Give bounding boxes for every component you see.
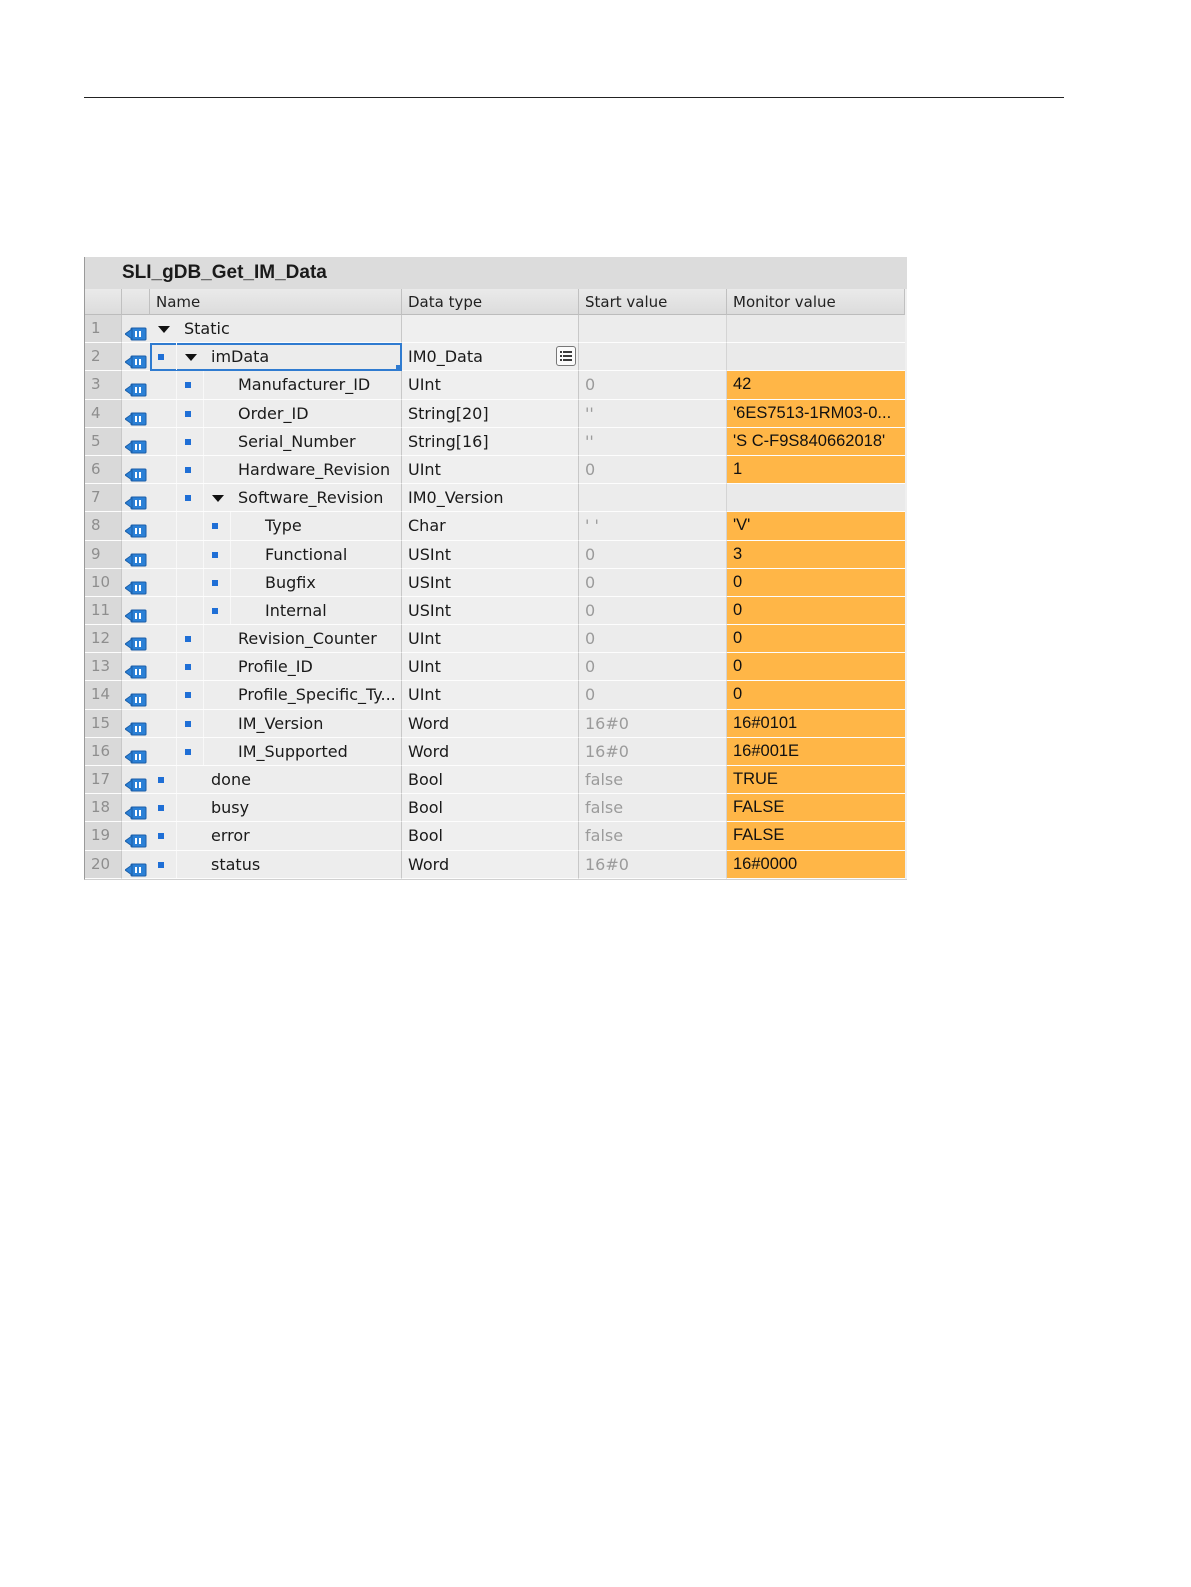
start-value-cell[interactable]: 0: [579, 597, 727, 625]
data-type-cell[interactable]: [402, 512, 579, 540]
nesting-guide: [176, 738, 177, 765]
start-value-cell[interactable]: '': [579, 400, 727, 428]
member-square-icon: [212, 608, 218, 614]
data-type-cell[interactable]: [402, 766, 579, 794]
interface-static-icon: [125, 435, 147, 449]
table-row[interactable]: [85, 400, 907, 428]
header-icon-col: [122, 289, 150, 315]
row-number: 20: [85, 851, 122, 879]
nesting-guide: [176, 794, 177, 821]
row-number: 10: [85, 569, 122, 597]
selection-handle[interactable]: [396, 365, 401, 370]
start-value-cell[interactable]: 0: [579, 681, 727, 709]
name-cell[interactable]: [150, 512, 402, 540]
row-icon-cell[interactable]: [122, 569, 150, 597]
name-label: error: [211, 826, 250, 846]
row-number: 5: [85, 428, 122, 456]
interface-static-icon: [125, 548, 147, 562]
monitor-value-cell: FALSE: [727, 794, 905, 822]
member-square-icon: [185, 495, 191, 501]
data-type-label: UInt: [408, 657, 441, 677]
data-type-cell[interactable]: [402, 681, 579, 709]
table-row[interactable]: [85, 794, 907, 822]
monitor-value-cell: 'S C-F9S840662018': [727, 428, 905, 456]
row-number: 17: [85, 766, 122, 794]
nesting-guide: [230, 597, 231, 624]
nesting-guide: [176, 371, 177, 398]
table-row[interactable]: [85, 710, 907, 738]
row-icon-cell[interactable]: [122, 371, 150, 399]
interface-static-icon: [125, 463, 147, 477]
start-value-cell[interactable]: false: [579, 822, 727, 850]
table-row[interactable]: [85, 456, 907, 484]
member-square-icon: [185, 439, 191, 445]
start-value-cell[interactable]: [579, 484, 727, 512]
name-cell[interactable]: [150, 822, 402, 850]
data-type-label: Word: [408, 741, 450, 761]
type-list-button[interactable]: [556, 346, 576, 366]
row-number: 2: [85, 343, 122, 371]
data-type-cell[interactable]: [402, 428, 579, 456]
row-number: 8: [85, 512, 122, 540]
start-value-cell[interactable]: 0: [579, 625, 727, 653]
row-icon-cell[interactable]: [122, 625, 150, 653]
header-row-number: [85, 289, 122, 315]
monitor-value-cell: [727, 343, 905, 371]
table-row[interactable]: [85, 597, 907, 625]
name-label: imData: [211, 347, 270, 367]
data-type-label: Char: [408, 516, 446, 536]
monitor-value-cell: 42: [727, 371, 905, 399]
row-icon-cell[interactable]: [122, 681, 150, 709]
member-square-icon: [212, 552, 218, 558]
nesting-guide: [203, 681, 204, 708]
db-editor: [84, 257, 907, 880]
monitor-value-cell: FALSE: [727, 822, 905, 850]
data-type-label: Word: [408, 713, 450, 733]
data-type-cell[interactable]: [402, 710, 579, 738]
nesting-guide: [176, 512, 177, 539]
row-number: 4: [85, 400, 122, 428]
nesting-guide: [203, 400, 204, 427]
row-icon-cell[interactable]: [122, 738, 150, 766]
name-cell[interactable]: [150, 428, 402, 456]
member-square-icon: [185, 382, 191, 388]
row-icon-cell[interactable]: [122, 597, 150, 625]
row-number: 16: [85, 738, 122, 766]
interface-static-icon: [125, 829, 147, 843]
data-type-label: IM0_Data: [408, 347, 483, 367]
row-number: 14: [85, 681, 122, 709]
row-number: 18: [85, 794, 122, 822]
interface-static-icon: [125, 519, 147, 533]
table-row[interactable]: [85, 428, 907, 456]
monitor-value-cell: TRUE: [727, 766, 905, 794]
member-square-icon: [185, 692, 191, 698]
row-number: 13: [85, 653, 122, 681]
row-icon-cell[interactable]: [122, 400, 150, 428]
member-square-icon: [158, 805, 164, 811]
row-icon-cell[interactable]: [122, 766, 150, 794]
nesting-guide: [176, 569, 177, 596]
name-label: Profile_ID: [238, 657, 313, 677]
nesting-guide: [176, 710, 177, 737]
data-type-label: USInt: [408, 600, 451, 620]
nesting-guide: [230, 541, 231, 568]
monitor-value-cell: 0: [727, 569, 905, 597]
start-value-cell[interactable]: 16#0: [579, 710, 727, 738]
start-value-cell[interactable]: ' ': [579, 512, 727, 540]
nesting-guide: [203, 484, 204, 511]
monitor-value-cell: 0: [727, 597, 905, 625]
interface-static-icon: [125, 745, 147, 759]
row-icon-cell[interactable]: [122, 653, 150, 681]
nesting-guide: [176, 822, 177, 849]
data-type-cell[interactable]: [402, 484, 579, 512]
monitor-value-cell: '6ES7513-1RM03-0...: [727, 400, 905, 428]
nesting-guide: [203, 456, 204, 483]
data-type-label: UInt: [408, 375, 441, 395]
interface-static-icon: [125, 773, 147, 787]
data-type-label: UInt: [408, 629, 441, 649]
interface-static-icon: [125, 660, 147, 674]
expand-triangle-icon[interactable]: [212, 495, 224, 502]
header-name[interactable]: Name: [150, 289, 402, 315]
name-cell[interactable]: [150, 710, 402, 738]
row-icon-cell[interactable]: [122, 428, 150, 456]
interface-static-icon: [125, 491, 147, 505]
row-number: 12: [85, 625, 122, 653]
table-row[interactable]: [85, 371, 907, 399]
monitor-value-cell: 16#0000: [727, 851, 905, 879]
start-value-cell[interactable]: [579, 343, 727, 371]
member-square-icon: [158, 777, 164, 783]
interface-static-icon: [125, 632, 147, 646]
start-value-cell[interactable]: '': [579, 428, 727, 456]
row-icon-cell[interactable]: [122, 851, 150, 879]
member-square-icon: [158, 862, 164, 868]
nesting-guide: [176, 597, 177, 624]
table-row[interactable]: [85, 766, 907, 794]
table-row[interactable]: [85, 541, 907, 569]
data-type-cell[interactable]: [402, 597, 579, 625]
data-type-label: Word: [408, 854, 450, 874]
name-label: Revision_Counter: [238, 629, 377, 649]
data-type-cell[interactable]: [402, 343, 579, 371]
start-value-cell[interactable]: 0: [579, 653, 727, 681]
start-value-cell[interactable]: 0: [579, 569, 727, 597]
table-row[interactable]: [85, 738, 907, 766]
name-cell[interactable]: [150, 484, 402, 512]
data-type-cell[interactable]: [402, 625, 579, 653]
nesting-guide: [203, 428, 204, 455]
db-title: SLI_gDB_Get_IM_Data: [85, 257, 907, 289]
row-number: 15: [85, 710, 122, 738]
start-value-cell[interactable]: 0: [579, 541, 727, 569]
data-type-cell[interactable]: [402, 738, 579, 766]
data-type-cell[interactable]: [402, 653, 579, 681]
name-cell[interactable]: [150, 851, 402, 879]
name-label: Type: [265, 516, 302, 536]
data-type-label: USInt: [408, 572, 451, 592]
start-value-cell[interactable]: 16#0: [579, 738, 727, 766]
row-number: 6: [85, 456, 122, 484]
name-cell[interactable]: [150, 794, 402, 822]
data-type-cell[interactable]: [402, 851, 579, 879]
nesting-guide: [176, 766, 177, 793]
row-icon-cell[interactable]: [122, 794, 150, 822]
nesting-guide: [176, 541, 177, 568]
name-label: busy: [211, 798, 250, 818]
name-label: Manufacturer_ID: [238, 375, 371, 395]
member-square-icon: [185, 749, 191, 755]
name-cell[interactable]: [150, 681, 402, 709]
data-type-cell[interactable]: [402, 569, 579, 597]
table-row[interactable]: [85, 681, 907, 709]
name-label: Internal: [265, 600, 327, 620]
nesting-guide: [203, 653, 204, 680]
name-label: status: [211, 854, 261, 874]
name-label: Bugfix: [265, 572, 316, 592]
table-body: [85, 315, 907, 879]
member-square-icon: [185, 467, 191, 473]
name-label: Functional: [265, 544, 348, 564]
expand-triangle-icon[interactable]: [158, 326, 170, 333]
nesting-guide: [203, 371, 204, 398]
member-square-icon: [158, 833, 164, 839]
interface-static-icon: [125, 378, 147, 392]
member-square-icon: [185, 636, 191, 642]
nesting-guide: [176, 681, 177, 708]
row-icon-cell[interactable]: [122, 822, 150, 850]
name-cell[interactable]: [150, 738, 402, 766]
row-icon-cell[interactable]: [122, 512, 150, 540]
member-square-icon: [185, 664, 191, 670]
interface-static-icon: [125, 858, 147, 872]
row-icon-cell[interactable]: [122, 315, 150, 343]
expand-triangle-icon[interactable]: [185, 354, 197, 361]
data-type-label: USInt: [408, 544, 451, 564]
list-icon: [560, 350, 572, 362]
name-cell[interactable]: [150, 456, 402, 484]
name-label: Serial_Number: [238, 431, 356, 451]
name-cell[interactable]: [150, 597, 402, 625]
name-cell[interactable]: [150, 653, 402, 681]
name-label: Static: [184, 319, 230, 338]
nesting-guide: [203, 569, 204, 596]
start-value-cell[interactable]: false: [579, 766, 727, 794]
monitor-value-cell: 3: [727, 541, 905, 569]
monitor-value-cell: 0: [727, 625, 905, 653]
member-square-icon: [185, 721, 191, 727]
start-value-cell[interactable]: false: [579, 794, 727, 822]
name-label: Order_ID: [238, 403, 309, 423]
start-value-cell[interactable]: 16#0: [579, 851, 727, 879]
data-type-cell[interactable]: [402, 400, 579, 428]
table-row[interactable]: [85, 625, 907, 653]
interface-static-icon: [125, 407, 147, 421]
nesting-guide: [230, 512, 231, 539]
nesting-guide: [176, 428, 177, 455]
header-start-value[interactable]: Start value: [579, 289, 727, 315]
nesting-guide: [203, 738, 204, 765]
name-label: Hardware_Revision: [238, 459, 391, 479]
row-icon-cell[interactable]: [122, 541, 150, 569]
data-type-cell[interactable]: [402, 456, 579, 484]
name-cell[interactable]: [150, 315, 402, 343]
data-type-label: Bool: [408, 798, 443, 818]
monitor-value-cell: [727, 315, 905, 343]
table-header: [85, 289, 907, 315]
table-row[interactable]: [85, 484, 907, 512]
row-number: 1: [85, 315, 122, 343]
name-label: Software_Revision: [238, 488, 384, 508]
name-cell[interactable]: [150, 400, 402, 428]
page-top-rule: [84, 97, 1064, 98]
interface-static-icon: [125, 350, 147, 364]
nesting-guide: [203, 625, 204, 652]
header-monitor-value[interactable]: Monitor value: [727, 289, 905, 315]
monitor-value-cell: 1: [727, 456, 905, 484]
monitor-value-cell: 'V': [727, 512, 905, 540]
member-square-icon: [158, 354, 164, 360]
table-row[interactable]: [85, 512, 907, 540]
nesting-guide: [176, 343, 177, 370]
interface-static-icon: [125, 604, 147, 618]
monitor-value-cell: 0: [727, 653, 905, 681]
nesting-guide: [176, 484, 177, 511]
interface-static-icon: [125, 688, 147, 702]
name-cell[interactable]: [150, 343, 402, 371]
name-label: Profile_Specific_Ty...: [238, 685, 396, 705]
monitor-value-cell: 16#0101: [727, 710, 905, 738]
data-type-label: String[20]: [408, 403, 489, 423]
member-square-icon: [212, 580, 218, 586]
nesting-guide: [230, 569, 231, 596]
row-number: 9: [85, 541, 122, 569]
table-row[interactable]: [85, 822, 907, 850]
nesting-guide: [203, 512, 204, 539]
nesting-guide: [203, 597, 204, 624]
data-type-label: UInt: [408, 685, 441, 705]
nesting-guide: [203, 710, 204, 737]
data-type-cell[interactable]: [402, 822, 579, 850]
name-label: IM_Supported: [238, 741, 348, 761]
table-row[interactable]: [85, 653, 907, 681]
row-icon-cell[interactable]: [122, 484, 150, 512]
data-type-label: UInt: [408, 459, 441, 479]
data-type-cell[interactable]: [402, 541, 579, 569]
start-value-cell[interactable]: 0: [579, 456, 727, 484]
table-row[interactable]: [85, 315, 907, 343]
monitor-value-cell: 16#001E: [727, 738, 905, 766]
data-type-cell[interactable]: [402, 371, 579, 399]
table-row[interactable]: [85, 851, 907, 879]
data-type-cell[interactable]: [402, 315, 579, 343]
data-type-label: IM0_Version: [408, 488, 504, 508]
nesting-guide: [176, 625, 177, 652]
row-number: 7: [85, 484, 122, 512]
row-number: 3: [85, 371, 122, 399]
data-type-cell[interactable]: [402, 794, 579, 822]
nesting-guide: [176, 653, 177, 680]
interface-static-icon: [125, 717, 147, 731]
row-icon-cell[interactable]: [122, 343, 150, 371]
row-number: 11: [85, 597, 122, 625]
nesting-guide: [203, 541, 204, 568]
name-cell[interactable]: [150, 541, 402, 569]
nesting-guide: [176, 456, 177, 483]
name-label: IM_Version: [238, 713, 324, 733]
table-row[interactable]: [85, 343, 907, 371]
interface-static-icon: [125, 322, 147, 336]
table-row[interactable]: [85, 569, 907, 597]
row-number: 19: [85, 822, 122, 850]
monitor-value-cell: 0: [727, 681, 905, 709]
name-cell[interactable]: [150, 766, 402, 794]
monitor-value-cell: [727, 484, 905, 512]
interface-static-icon: [125, 801, 147, 815]
member-square-icon: [212, 523, 218, 529]
member-square-icon: [185, 411, 191, 417]
name-label: done: [211, 770, 251, 789]
data-type-label: Bool: [408, 770, 443, 789]
row-icon-cell[interactable]: [122, 710, 150, 738]
data-type-label: String[16]: [408, 431, 489, 451]
row-icon-cell[interactable]: [122, 456, 150, 484]
nesting-guide: [176, 400, 177, 427]
nesting-guide: [176, 851, 177, 878]
name-cell[interactable]: [150, 625, 402, 653]
header-data-type[interactable]: Data type: [402, 289, 579, 315]
start-value-cell[interactable]: [579, 315, 727, 343]
name-cell[interactable]: [150, 371, 402, 399]
data-type-label: Bool: [408, 826, 443, 846]
interface-static-icon: [125, 576, 147, 590]
start-value-cell[interactable]: 0: [579, 371, 727, 399]
name-cell[interactable]: [150, 569, 402, 597]
